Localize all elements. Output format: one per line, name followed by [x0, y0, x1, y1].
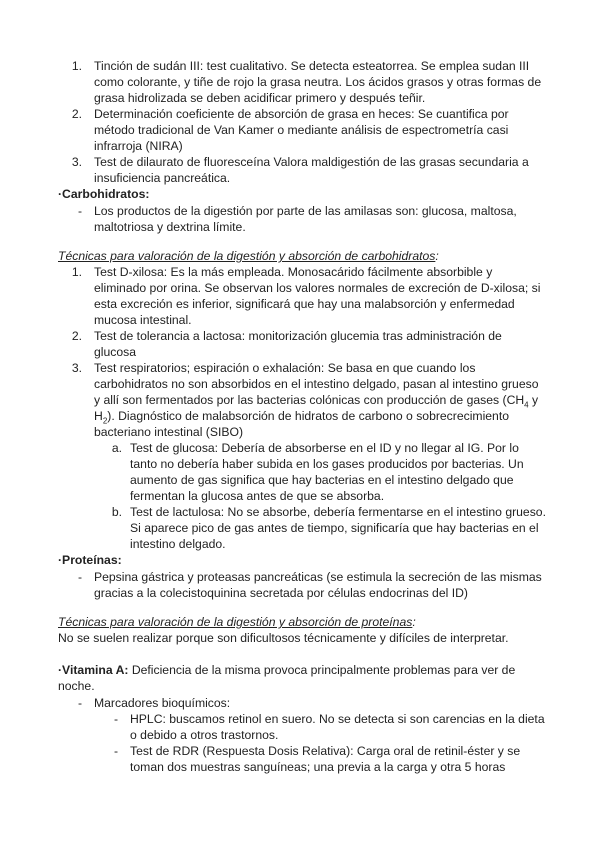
sub-bullet-marker: - — [113, 744, 118, 758]
subscript-h2: 2 — [102, 416, 108, 426]
gas-h: H — [94, 409, 103, 423]
sublist-item-line: Test de lactulosa: No se absorbe, debería fermentarse en el intestino grueso. — [130, 505, 546, 519]
list-item-line: bacteriano intestinal (SIBO) — [94, 425, 244, 439]
list-marker: 1. — [71, 265, 82, 279]
list-item-line: Test D-xilosa: Es la más empleada. Monosacárido fácilmente absorbible y — [94, 265, 493, 279]
sublist-item-line: fermentan la glucosa antes de que se absorba. — [130, 489, 385, 503]
list-marker: 2. — [71, 329, 82, 343]
list-item-line: insuficiencia pancreática. — [94, 171, 231, 185]
bullet-marker: - — [77, 204, 82, 218]
list-marker: 1. — [71, 59, 82, 73]
sub-bullet-line: Test de RDR (Respuesta Dosis Relativa): Carga oral de retinil-éster y se — [130, 744, 521, 758]
sublist-item-line: tanto no debería haber subida en los gases producidos por bacterias. Un — [130, 457, 524, 471]
section-heading-carbohidratos: ·Carbohidratos: — [58, 187, 150, 201]
list-item-line: glucosa — [94, 345, 137, 359]
list-item-line: Test de dilaurato de fluoresceína Valora maldigestión de las grasas secundaria a — [94, 155, 529, 169]
techniques-title-text: Técnicas para valoración de la digestión y absorción de carbohidratos — [58, 249, 436, 263]
vitamina-a-line: noche. — [58, 679, 95, 693]
bullet-marker: - — [77, 570, 82, 584]
bullet-line: maltotriosa y dextrina límite. — [94, 220, 246, 234]
techniques-title-text: Técnicas para valoración de la digestión y absorción de proteínas — [58, 615, 413, 629]
list-item-line-text: ). Diagnóstico de malabsorción de hidratos de carbono o sobrecrecimiento — [107, 409, 509, 423]
subscript-ch4: 4 — [524, 400, 529, 410]
list-marker: 3. — [71, 155, 82, 169]
sublist-item-line: Test de glucosa: Debería de absorberse en el ID y no llegar al IG. Por lo — [130, 441, 519, 455]
list-marker: 2. — [71, 107, 82, 121]
list-item-line: infrarroja (NIRA) — [94, 139, 183, 153]
techniques-title-colon: : — [412, 615, 416, 629]
section-heading-vitamina-a: ·Vitamina A: — [58, 663, 129, 677]
bullet-line: Marcadores bioquímicos: — [94, 696, 231, 710]
list-item-line: grasa hidrolizada se deben acidificar primero y después teñir. — [94, 91, 426, 105]
techniques-title-carbohidratos — [58, 248, 439, 264]
list-item-line: método tradicional de Van Kamer o mediante análisis de espectrometría casi — [94, 123, 509, 137]
list-item-line: esta excreción es inferior, significará que hay una malabsorción y enfermedad — [94, 297, 515, 311]
proteinas-note: No se suelen realizar porque son dificultosos técnicamente y difíciles de interpretar. — [58, 631, 509, 645]
sublist-item-line: aumento de gas significa que hay bacterias en el intestino delgado que — [130, 473, 514, 487]
list-item-line — [94, 392, 538, 408]
sublist-item-line: intestino delgado. — [130, 537, 226, 551]
list-item-line-text: y allí son fermentados por las bacterias colónicas con producción de gases (CH — [94, 393, 525, 407]
list-item-line: Tinción de sudán III: test cualitativo. Se detecta esteatorrea. Se emplea sudan III — [94, 59, 530, 73]
sub-bullet-line: o debido a otros trastornos. — [130, 728, 279, 742]
sublist-marker: b. — [111, 505, 122, 519]
list-item-line: mucosa intestinal. — [94, 313, 192, 327]
techniques-title-colon: : — [435, 249, 439, 263]
sub-bullet-line: toman dos muestras sanguíneas; una previa a la carga y otra 5 horas — [130, 760, 506, 774]
gas-conjunction: y — [528, 393, 539, 407]
list-item-line: Determinación coeficiente de absorción de grasa en heces: Se cuantifica por — [94, 107, 509, 121]
section-heading-proteinas: ·Proteínas: — [58, 553, 122, 567]
sub-bullet-line: HPLC: buscamos retinol en suero. No se detecta si son carencias en la dieta — [130, 712, 545, 726]
list-item-line: Test de tolerancia a lactosa: monitorización glucemia tras administración de — [94, 329, 502, 343]
list-item-line: eliminado por orina. Se observan los valores normales de excreción de D-xilosa; si — [94, 281, 541, 295]
sublist-item-line: Si aparece pico de gas antes de tiempo, significaría que hay bacterias en el — [130, 521, 539, 535]
bullet-line: Los productos de la digestión por parte de las amilasas son: glucosa, maltosa, — [94, 204, 517, 218]
sublist-marker: a. — [111, 441, 122, 455]
vitamina-a-text: Deficiencia de la misma provoca principalmente problemas para ver de — [128, 663, 516, 677]
vitamina-a-line — [58, 662, 515, 678]
bullet-marker: - — [77, 696, 82, 710]
bullet-line: Pepsina gástrica y proteasas pancreáticas (se estimula la secreción de las mismas — [94, 570, 542, 584]
bullet-line: gracias a la colecistoquinina secretada por células endocrinas del ID) — [94, 586, 468, 600]
list-item-line: carbohidratos no son absorbidos en el intestino delgado, pasan al intestino grueso — [94, 377, 539, 391]
sub-bullet-marker: - — [113, 712, 118, 726]
list-item-line: como colorante, y tiñe de rojo la grasa neutra. Los ácidos grasos y otras formas de — [94, 75, 542, 89]
list-item-line: Test respiratorios; espiración o exhalación: Se basa en que cuando los — [94, 361, 476, 375]
list-marker: 3. — [71, 361, 82, 375]
techniques-title-proteinas — [58, 614, 416, 630]
list-item-line — [94, 408, 509, 424]
